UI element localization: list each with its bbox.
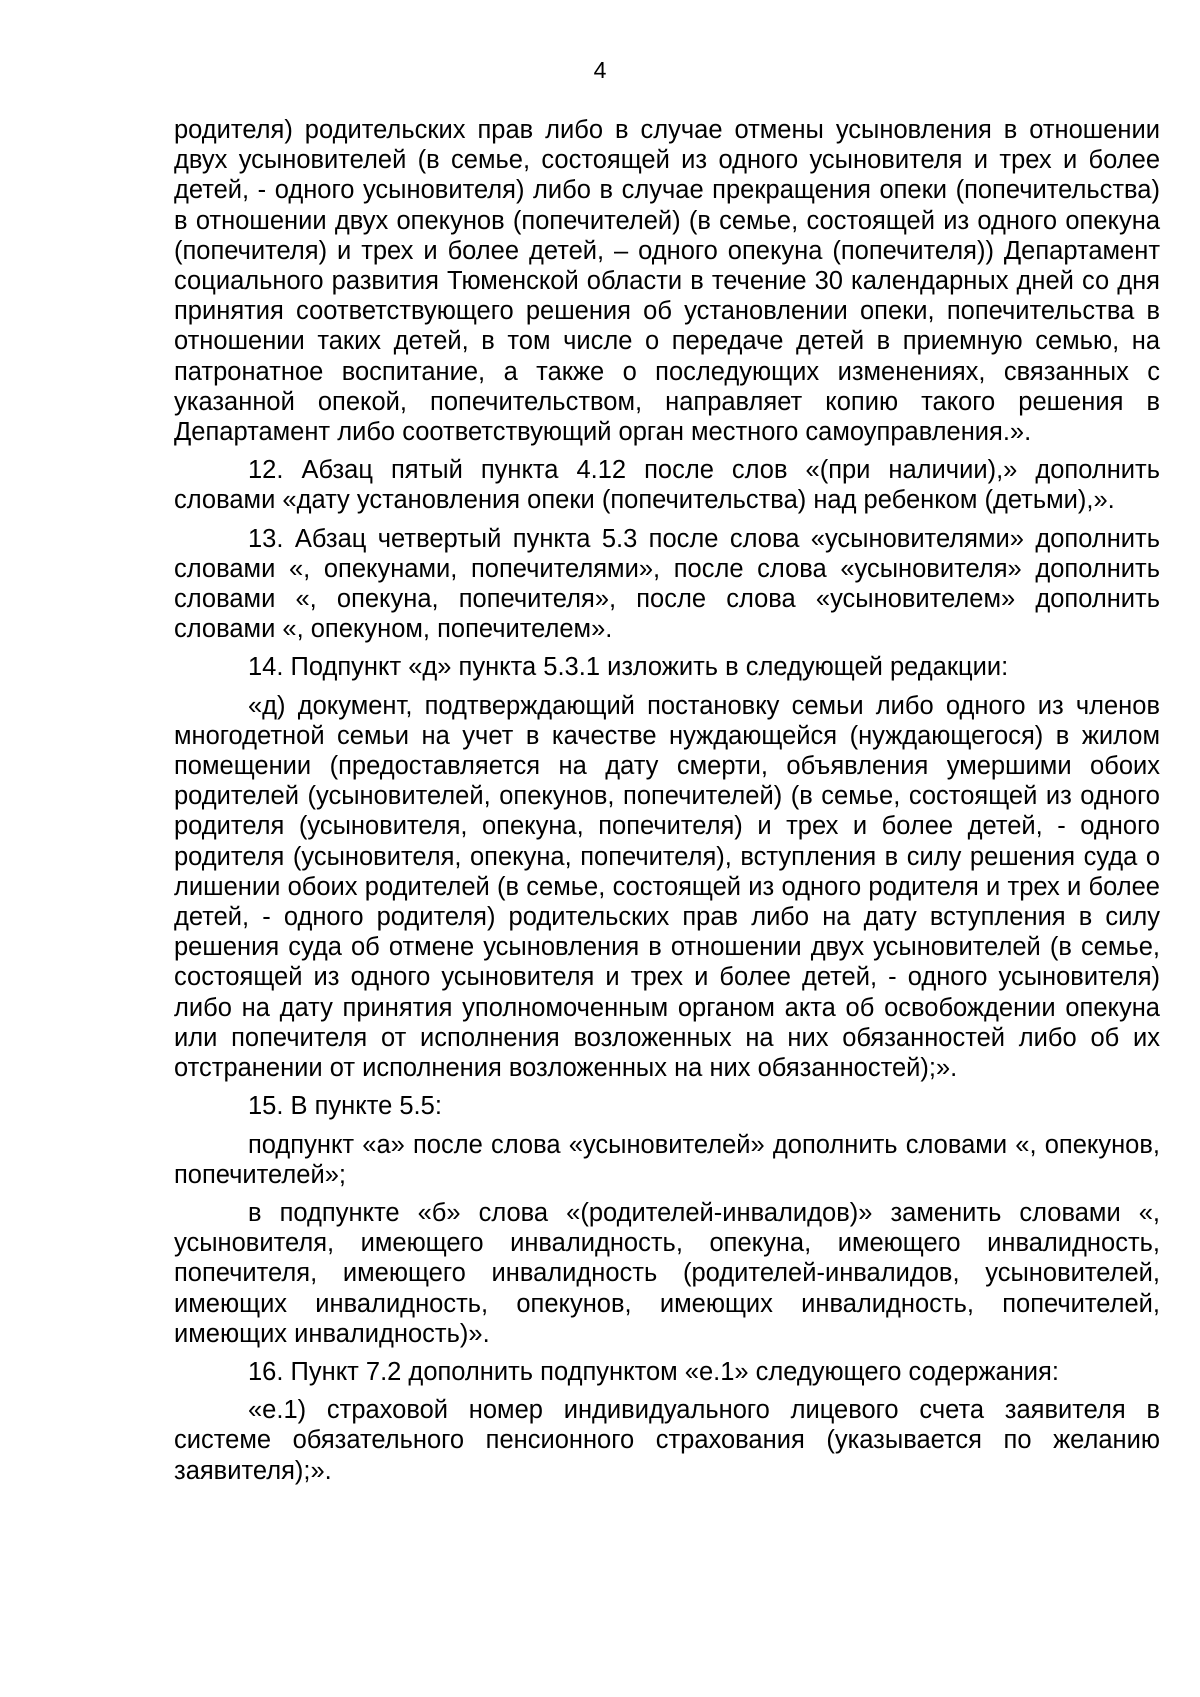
paragraph-item-15: 15. В пункте 5.5:	[248, 1092, 442, 1121]
paragraph-item-12: 12. Абзац пятый пункта 4.12 после слов «(при наличии),» дополнить словами «дату установления опеки (попечительства) над ребенком (детьми),».	[174, 456, 1160, 515]
paragraph-subitem-b: в подпункте «б» слова «(родителей-инвалидов)» заменить словами «, усыновителя, имеющего инвалидность, опекуна, имеющего инвалидность, попечителя, имеющего инвалидность (родителей-инвалидов, усыновителей, имеющих инвалидность, опекунов, имеющих инвалидность, попечителей, имеющих инвалидность)».	[174, 1198, 1160, 1348]
paragraph-subitem-e1: «е.1) страховой номер индивидуального лицевого счета заявителя в системе обязательного пенсионного страхования (указывается по желанию заявителя);».	[174, 1396, 1160, 1485]
paragraph-item-16: 16. Пункт 7.2 дополнить подпунктом «е.1» следующего содержания:	[248, 1357, 1059, 1386]
paragraph-continuation: родителя) родительских прав либо в случае отмены усыновления в отношении двух усыновителей (в семье, состоящей из одного усыновителя и трех и более детей, - одного усыновителя) либо в случае прекращения опеки (попечительства) в отношении двух опекунов (попечителей) (в семье, состоящей из одного опекуна (попечителя) и трех и более детей, – одного опекуна (попечителя)) Департамент социального развития Тюменской области в течение 30 календарных дней со дня принятия соответствующего решения об установлении опеки, попечительства в отношении таких детей, в том числе о передаче детей в приемную семью, на патронатное воспитание, а также о последующих изменениях, связанных с указанной опекой, попечительством, направляет копию такого решения в Департамент либо соответствующий орган местного самоуправления.».	[174, 116, 1160, 447]
document-body	[174, 115, 1160, 1494]
paragraph-subitem-d: «д) документ, подтверждающий постановку семьи либо одного из членов многодетной семьи на учет в качестве нуждающейся (нуждающегося) в жилом помещении (предоставляется на дату смерти, объявления умершими обоих родителей (усыновителей, опекунов, попечителей) (в семье, состоящей из одного родителя (усыновителя, опекуна, попечителя) и трех и более детей, - одного родителя (усыновителя, опекуна, попечителя), вступления в силу решения суда о лишении обоих родителей (в семье, состоящей из одного родителя и трех и более детей, - одного родителя) родительских прав либо на дату вступления в силу решения суда об отмене усыновления в отношении двух усыновителей (в семье, состоящей из одного усыновителя и трех и более детей, - одного усыновителя) либо на дату принятия уполномоченным органом акта об освобождении опекуна или попечителя от исполнения возложенных на них обязанностей либо об их отстранении от исполнения возложенных на них обязанностей);».	[174, 691, 1160, 1083]
page-number: 4	[593, 57, 607, 83]
paragraph-item-14: 14. Подпункт «д» пункта 5.3.1 изложить в следующей редакции:	[248, 653, 1009, 682]
paragraph-subitem-a: подпункт «а» после слова «усыновителей» дополнить словами «, опекунов, попечителей»;	[174, 1130, 1160, 1189]
paragraph-item-13: 13. Абзац четвертый пункта 5.3 после слова «усыновителями» дополнить словами «, опекунами, попечителями», после слова «усыновителя» дополнить словами «, опекуна, попечителя», после слова «усыновителем» дополнить словами «, опекуном, попечителем».	[174, 524, 1160, 644]
